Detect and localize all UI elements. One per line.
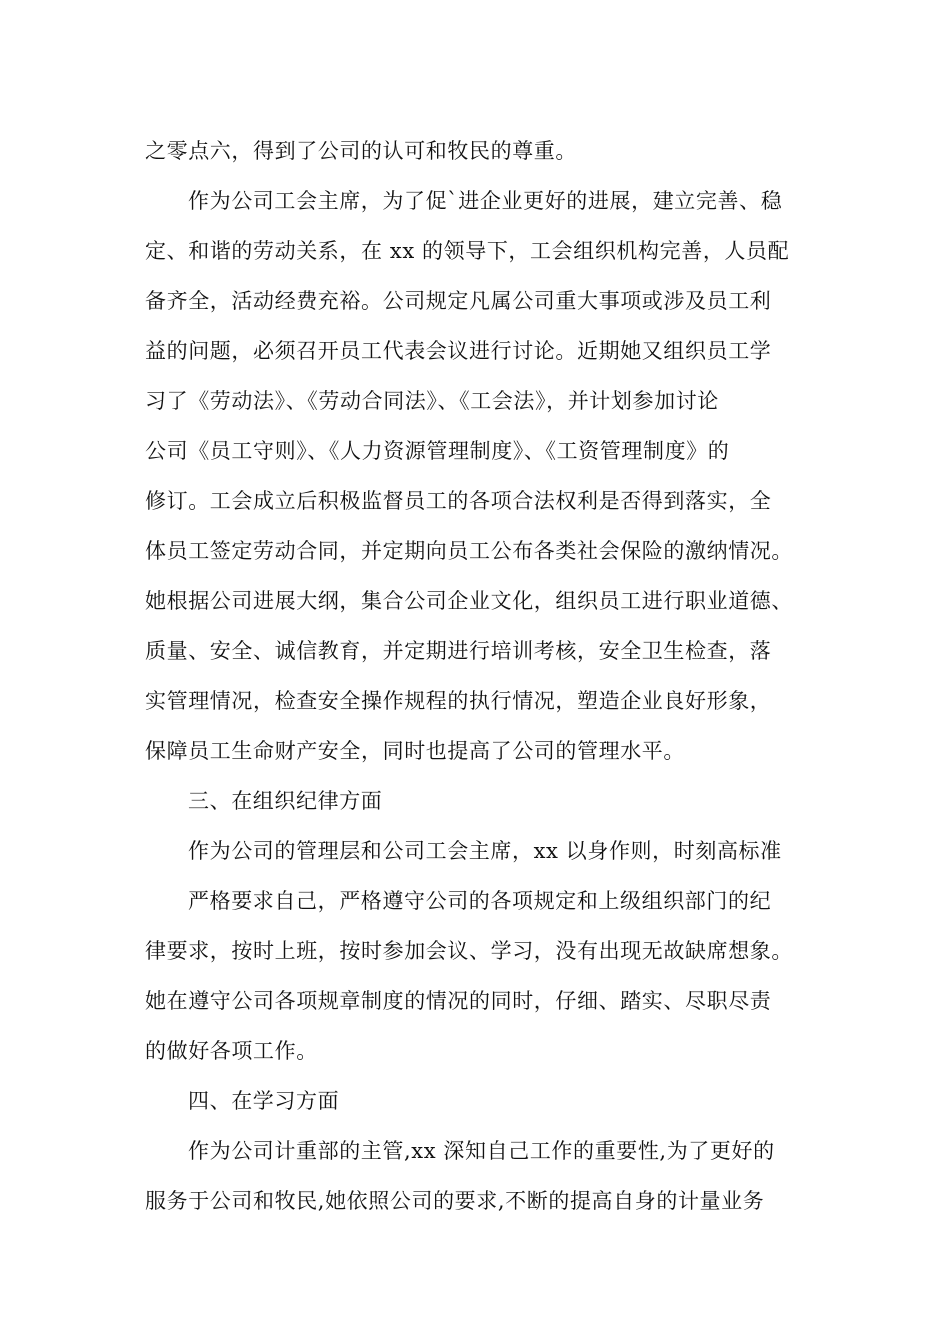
- section-heading: 四、在学习方面: [188, 1089, 340, 1113]
- text-line: 定、和谐的劳动关系，在 xx 的领导下，工会组织机构完善，人员配: [145, 239, 790, 263]
- text-line: 修订。工会成立后积极监督员工的各项合法权利是否得到落实，全: [145, 489, 772, 513]
- section-heading: 三、在组织纪律方面: [188, 789, 383, 813]
- text-line: 实管理情况，检查安全操作规程的执行情况，塑造企业良好形象，: [145, 689, 772, 713]
- paragraph-start: 作为公司计重部的主管,xx 深知自己工作的重要性,为了更好的: [188, 1139, 775, 1163]
- text-line: 公司《员工守则》、《人力资源管理制度》、《工资管理制度》的: [145, 439, 730, 463]
- text-line: 她在遵守公司各项规章制度的情况的同时，仔细、踏实、尽职尽责: [145, 989, 772, 1013]
- text-line: 备齐全，活动经费充裕。公司规定凡属公司重大事项或涉及员工利: [145, 289, 772, 313]
- text-line: 保障员工生命财产安全，同时也提高了公司的管理水平。: [145, 739, 685, 763]
- text-line: 严格要求自己，严格遵守公司的各项规定和上级组织部门的纪: [188, 889, 772, 913]
- text-line: 习了《劳动法》、《劳动合同法》、《工会法》，并计划参加讨论: [145, 389, 719, 413]
- text-line: 律要求，按时上班，按时参加会议、学习，没有出现无故缺席想象。: [145, 939, 793, 963]
- text-line: 体员工签定劳动合同，并定期向员工公布各类社会保险的激纳情况。: [145, 539, 793, 563]
- paragraph-start: 作为公司的管理层和公司工会主席，xx 以身作则，时刻高标准: [188, 839, 782, 863]
- text-line: 她根据公司进展大纲，集合公司企业文化，组织员工进行职业道德、: [145, 589, 793, 613]
- text-line: 之零点六，得到了公司的认可和牧民的尊重。: [145, 139, 577, 163]
- paragraph-start: 作为公司工会主席，为了促`进企业更好的进展，建立完善、稳: [188, 189, 783, 213]
- text-line: 质量、安全、诚信教育，并定期进行培训考核，安全卫生检查，落: [145, 639, 772, 663]
- text-line: 服务于公司和牧民,她依照公司的要求,不断的提高自身的计量业务: [145, 1189, 765, 1213]
- text-line: 益的问题，必须召开员工代表会议进行讨论。近期她又组织员工学: [145, 339, 772, 363]
- text-line: 的做好各项工作。: [145, 1039, 318, 1063]
